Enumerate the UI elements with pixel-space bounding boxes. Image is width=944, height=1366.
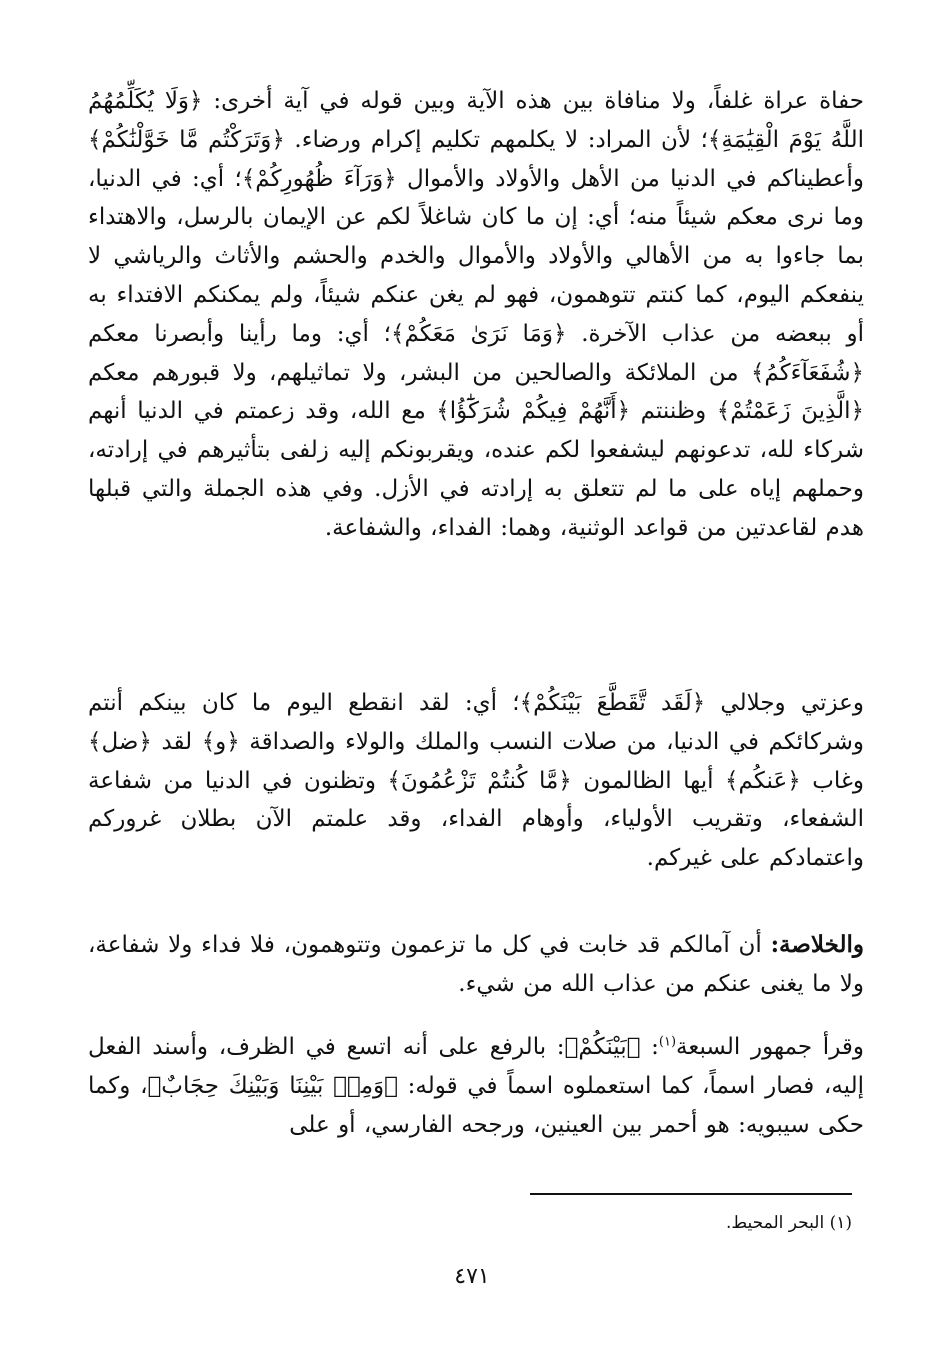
- paragraph-4-text-after: : ﴿بَيْنَكُمْ﴾: بالرفع على أنه اتسع في الظرف، وأسند الفعل إليه، فصار اسماً، كما استعملوه اسماً في قوله: ﴿وَمِنۢ بَيْنِنَا وَبَيْنِكَ حِجَابٌ﴾، وكما حكى سيبويه: هو أحمر بين العينين، ورجحه الفارسي، أو على: [88, 1034, 864, 1138]
- paragraph-4: [88, 1028, 864, 1144]
- summary-paragraph-body: [88, 926, 864, 1004]
- paragraph-4-body: [88, 1028, 864, 1144]
- paragraph-4-text-before: وقرأ جمهور السبعة: [676, 1034, 864, 1060]
- footnote-reference: (١): [658, 1034, 677, 1050]
- paragraph-1: [88, 82, 864, 548]
- page-number: ٤٧١: [454, 1264, 490, 1289]
- summary-paragraph: [88, 926, 864, 1004]
- paragraph-2-text: وعزتي وجلالي ﴿لَقَد تَّقَطَّعَ بَيْنَكُمْ﴾؛ أي: لقد انقطع اليوم ما كان بينكم أنتم وشركائكم في الدنيا، من صلات النسب والملك والولاء والصداقة ﴿و﴾ لقد ﴿ضل﴾ وغاب ﴿عَنكُم﴾ أيها الظالمون ﴿مَّا كُنتُمْ تَزْعُمُونَ﴾ وتظنون في الدنيا من شفاعة الشفعاء، وتقريب الأولياء، وأوهام الفداء، وقد علمتم الآن بطلان غروركم واعتمادكم على غيركم.: [88, 690, 864, 872]
- paragraph-2: [88, 684, 864, 878]
- footnote-divider: [530, 1193, 852, 1195]
- summary-text: أن آمالكم قد خابت في كل ما تزعمون وتتوهمون، فلا فداء ولا شفاعة، ولا ما يغنى عنكم من عذاب الله من شيء.: [88, 932, 864, 997]
- footnote: (١) البحر المحيط.: [726, 1213, 852, 1233]
- paragraph-1-text: حفاة عراة غلفاً، ولا منافاة بين هذه الآية وبين قوله في آية أخرى: ﴿وَلَا يُكَلِّمُهُمُ اللَّهُ يَوْمَ الْقِيَٰمَةِ﴾؛ لأن المراد: لا يكلمهم تكليم إكرام ورضاء. ﴿وَتَرَكْتُم مَّا خَوَّلْنَٰكُمْ﴾ وأعطيناكم في الدنيا من الأهل والأولاد والأموال ﴿وَرَآءَ ظُهُورِكُمْ﴾؛ أي: في الدنيا، وما نرى معكم شيئاً منه؛ أي: إن ما كان شاغلاً لكم عن الإيمان بالرسل، والاهتداء بما جاءوا به من الأهالي والأولاد والأموال والخدم والحشم والأثاث والرياشي لا ينفعكم اليوم، كما كنتم تتوهمون، فهو لم يغن عنكم شيئاً، ولم يمكنكم الافتداء به أو ببعضه من عذاب الآخرة. ﴿وَمَا نَرَىٰ مَعَكُمْ﴾؛ أي: وما رأينا وأبصرنا معكم ﴿شُفَعَآءَكُمُ﴾ من الملائكة والصالحين من البشر، ولا تماثيلهم، ولا قبورهم معكم ﴿الَّذِينَ زَعَمْتُمْ﴾ وظننتم ﴿أَنَّهُمْ فِيكُمْ شُرَكَٰٓؤُا﴾ مع الله، وقد زعمتم في الدنيا أنهم شركاء لله، تدعونهم ليشفعوا لكم عنده، ويقربونكم إليه زلفى بتأثيرهم في إرادته، وحملهم إياه على ما لم تتعلق به إرادته في الأزل. وفي هذه الجملة والتي قبلها هدم لقاعدتين من قواعد الوثنية، وهما: الفداء، والشفاعة.: [88, 88, 864, 541]
- summary-lead-word: والخلاصة:: [770, 931, 864, 958]
